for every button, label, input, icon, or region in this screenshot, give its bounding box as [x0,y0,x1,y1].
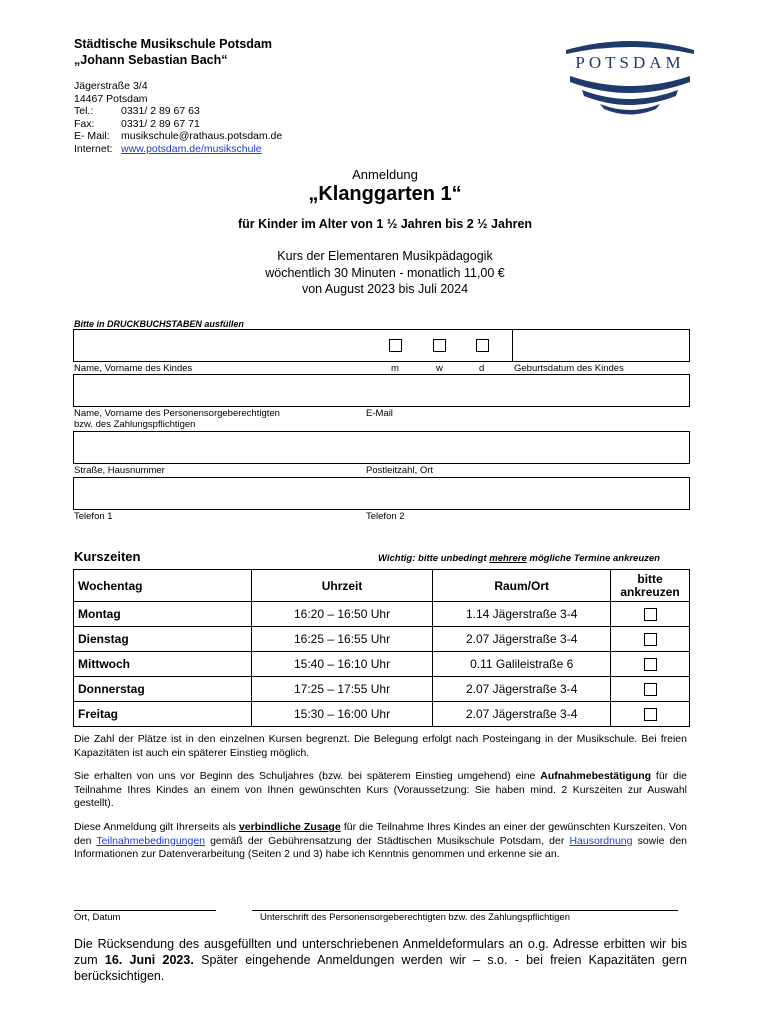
course-detail-3: von August 2023 bis Juli 2024 [301,282,469,296]
row-day: Montag [74,602,252,627]
p2-text-c: für die Teilnahme Ihres Kindes an einem von Ihnen gewünschten Kurs (Voraussetzung: Sie haben mind. 2 Kurszeiten zur Auswahl gestellt). [74,770,687,809]
field-divider [512,329,513,362]
select-checkbox[interactable] [644,658,657,671]
fill-hint: Bitte in DRUCKBUCHSTABEN ausfüllen [74,319,244,329]
row-time: 15:40 – 16:10 Uhr [251,652,432,677]
guardian-label-2: bzw. des Zahlungspflichtigen [74,419,196,430]
row-room: 2.07 Jägerstraße 3-4 [433,627,611,652]
row-room: 0.11 Galileistraße 6 [433,652,611,677]
form-type: Anmeldung [352,167,418,182]
school-address [74,80,282,156]
fax-label: Fax: [74,117,95,130]
zip-label: Postleitzahl, Ort [366,465,434,476]
table-row [74,652,690,677]
col-room: Raum/Ort [433,570,611,602]
fax-value: 0331/ 2 89 67 71 [121,117,200,130]
schedule-table [73,569,690,727]
info-paragraph-3 [74,821,687,862]
birthdate-label: Geburtsdatum des Kindes [514,363,624,374]
potsdam-logo [560,38,700,118]
address-city: 14467 Potsdam [74,92,148,105]
street-label: Straße, Hausnummer [74,465,165,476]
course-detail-1: Kurs der Elementaren Musikpädagogik [277,249,493,263]
row-time: 16:25 – 16:55 Uhr [251,627,432,652]
return-notice [74,936,687,984]
guardian-label-1: Name, Vorname des Personensorgeberechtigten [74,408,280,419]
gender-w-checkbox[interactable] [433,339,446,352]
footer-text-a: Die Rücksendung des ausgefüllten und unterschriebenen Anmeldeformulars an o.g. Adresse erbitten wir bis zum [74,937,687,967]
gender-m-label: m [391,363,399,374]
row-day: Mittwoch [74,652,252,677]
logo-text: POTSDAM [575,53,685,72]
place-date-line[interactable] [74,910,216,911]
schedule-note-post: mögliche Termine ankreuzen [526,553,660,564]
p3-text-d: gemäß der Gebührensatzung der Städtischen Musikschule Potsdam, der [205,834,570,847]
email-field-label: E-Mail [366,408,393,419]
email-value: musikschule@rathaus.potsdam.de [121,130,283,143]
p3-bold: verbindliche Zusage [238,821,341,833]
footer-text-c: Später eingehende Anmeldungen werden wir – s.o. - bei freien Kapazitäten gern berücksichtigen. [74,953,687,983]
col-day: Wochentag [74,570,252,602]
tel-label: Tel.: [74,105,94,118]
schedule-header-row [74,570,690,602]
tel-value: 0331/ 2 89 67 63 [121,105,200,118]
schedule-heading: Kurszeiten [74,549,141,564]
internet-label: Internet: [74,142,113,155]
gender-d-checkbox[interactable] [476,339,489,352]
address-field[interactable] [73,431,690,464]
p2-text-a: Sie erhalten von uns vor Beginn des Schuljahres (bzw. bei späterem Einstieg umgehend) eine [74,770,541,782]
internet-link[interactable]: www.potsdam.de/musikschule [121,142,262,155]
phone2-label: Telefon 2 [366,511,405,522]
p3-text-a: Diese Anmeldung gilt Ihrerseits als [74,821,239,833]
table-row [74,602,690,627]
row-day: Freitag [74,702,252,727]
p3-text-e: sowie den Informationen zur Datenverarbeitung (Seiten 2 und 3) habe ich Kenntnis genommen und erkenne sie an. [74,834,688,860]
row-day: Dienstag [74,627,252,652]
table-row [74,677,690,702]
row-time: 16:20 – 16:50 Uhr [251,602,432,627]
guardian-email-field[interactable] [73,374,690,407]
col-time: Uhrzeit [251,570,432,602]
age-range: für Kinder im Alter von 1 ½ Jahren bis 2 ½ Jahren [237,217,533,231]
phone1-label: Telefon 1 [74,511,113,522]
row-room: 2.07 Jägerstraße 3-4 [433,702,611,727]
select-checkbox[interactable] [644,708,657,721]
schedule-note-em: mehrere [489,553,527,564]
info-paragraph-1: Die Zahl der Plätze ist in den einzelnen Kursen begrenzt. Die Belegung erfolgt nach Posteingang in der Musikschule. Bei freien Kapazitäten ist auch ein späterer Einstieg möglich. [74,733,687,759]
house-rules-link[interactable]: Hausordnung [569,834,633,847]
info-paragraph-2 [74,770,687,811]
row-day: Donnerstag [74,677,252,702]
select-checkbox[interactable] [644,683,657,696]
row-time: 17:25 – 17:55 Uhr [251,677,432,702]
schedule-note [378,553,660,564]
row-time: 15:30 – 16:00 Uhr [251,702,432,727]
select-checkbox[interactable] [644,633,657,646]
table-row [74,627,690,652]
address-street: Jägerstraße 3/4 [74,80,148,92]
col-check-1: bitte [637,571,663,586]
p3-text-c: für die Teilnahme Ihres Kindes an einer der gewünschten Kurszeiten. Von den [74,821,688,847]
gender-m-checkbox[interactable] [389,339,402,352]
table-row [74,702,690,727]
phone-field[interactable] [73,477,690,510]
school-name-line1: Städtische Musikschule Potsdam [74,37,272,51]
course-detail-2: wöchentlich 30 Minuten - monatlich 11,00 € [265,265,505,280]
email-label: E- Mail: [74,130,110,143]
terms-link[interactable]: Teilnahmebedingungen [96,834,206,847]
gender-w-label: w [436,363,443,374]
child-name-field[interactable] [73,329,690,362]
schedule-note-pre: Wichtig: bitte unbedingt [378,553,490,564]
school-name-line2: „Johann Sebastian Bach“ [74,53,228,67]
gender-d-label: d [479,363,485,374]
col-check-2: ankreuzen [620,584,680,599]
place-date-label: Ort, Datum [74,912,121,923]
course-details [0,248,770,298]
guardian-label [74,408,280,430]
footer-deadline: 16. Juni 2023. [104,953,194,967]
child-name-label: Name, Vorname des Kindes [74,363,193,374]
signature-line[interactable] [252,910,678,911]
row-room: 1.14 Jägerstraße 3-4 [433,602,611,627]
col-check [611,570,690,602]
select-checkbox[interactable] [644,608,657,621]
row-room: 2.07 Jägerstraße 3-4 [433,677,611,702]
course-title: „Klanggarten 1“ [308,183,462,205]
signature-label: Unterschrift des Personensorgeberechtigten bzw. des Zahlungspflichtigen [260,912,570,923]
school-name [74,36,272,68]
p2-bold: Aufnahmebestätigung [540,770,652,782]
